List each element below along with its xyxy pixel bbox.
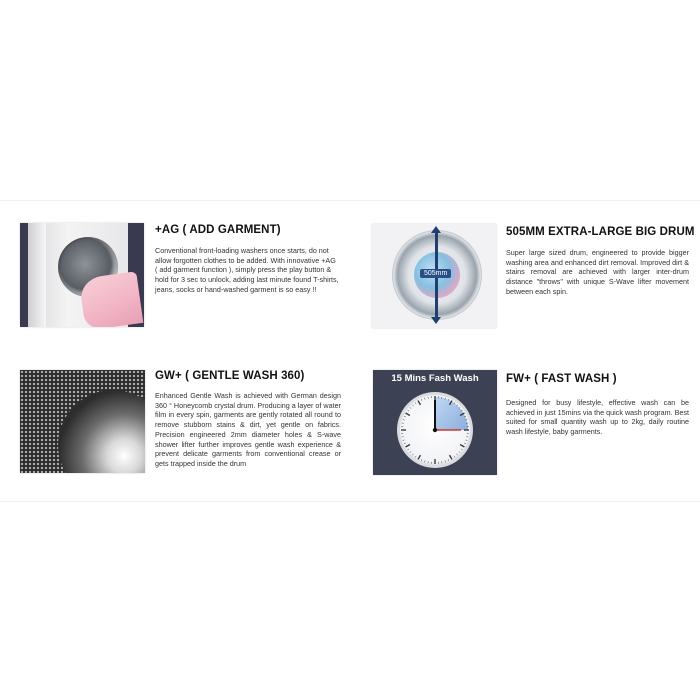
feature-title-gentle-wash: GW+ ( GENTLE WASH 360): [155, 370, 305, 382]
clock-icon: [373, 370, 497, 475]
clock-title: 15 Mins Fash Wash: [391, 373, 479, 384]
feature-title-fast-wash: FW+ ( FAST WASH ): [506, 373, 617, 385]
feature-desc-big-drum: Super large sized drum, engineered to provide bigger washing area and enhanced dirt removal. Improved dirt & stains removal are achieved with larger inter-drum distance "throws" with unique S-Wave lifter movement between each spin.: [506, 248, 689, 296]
clock-center: [433, 428, 437, 432]
washer-garment-image: [20, 223, 144, 327]
feature-title-add-garment: +AG ( ADD GARMENT): [155, 224, 281, 236]
clock-image: [373, 370, 497, 475]
arrow-up-icon: [431, 226, 441, 233]
feature-desc-fast-wash: Designed for busy lifestyle, effective wash can be achieved in just 15mins via the quick wash program. Best suited for small quantity wash up to 2kg, daily routine wash lifestyle, baby garments.: [506, 398, 689, 437]
feature-title-big-drum: 505MM EXTRA-LARGE BIG DRUM: [506, 226, 695, 238]
honeycomb-drum-image: [20, 370, 145, 473]
big-drum-image: [372, 224, 496, 328]
drum-size-badge: 505mm: [420, 269, 451, 278]
feature-desc-gentle-wash: Enhanced Gentle Wash is achieved with German design 360 ° Honeycomb crystal drum. Producing a layer of water film in every spin, garments are gently rotated all round to remove stubborn stains & dirt, yet gentle on fabrics. Precision engineered 2mm diameter holes & S-wave shower lifter further improves gentle wash experience & prevent delicate garments from conventional crease or gets trapped inside the drum: [155, 391, 341, 468]
arrow-down-icon: [431, 317, 441, 324]
washer-side-panel: [28, 223, 46, 327]
feature-desc-add-garment: Conventional front-loading washers once starts, do not allow forgotten clothes to be added. With innovative +AG ( add garment function ), simply press the play button & hold for 3 sec to unlock, adding last minute found T-shirts, jeans, socks or hand-washed garment is so easy !!: [155, 246, 339, 294]
